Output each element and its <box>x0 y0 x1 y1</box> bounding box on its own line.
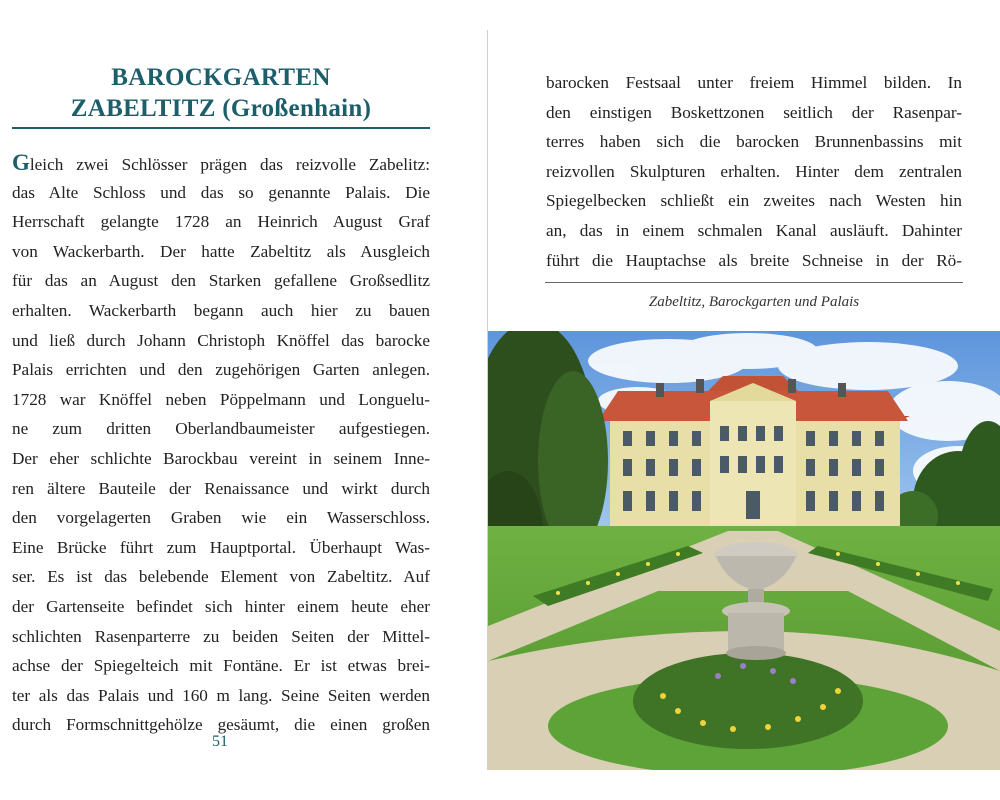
text-line: das Alte Schloss und das so genannte Palais. Die <box>12 182 430 202</box>
text-line: führt die Hauptachse als breite Schneise in der Rö- <box>546 250 962 270</box>
text-line-rest: leich zwei Schlösser prägen das reizvolle Zabelitz: <box>29 155 430 174</box>
text-line: für das an August den Starken gefallene Großsedlitz <box>12 271 430 291</box>
page-number: 51 <box>212 733 228 750</box>
text-line: ren ältere Bauteile der Renaissance und wirkt durch <box>12 478 430 498</box>
text-line <box>12 148 430 178</box>
text-line: achse der Spiegelteich mit Fontäne. Er ist etwas brei- <box>12 656 430 676</box>
drop-cap: G <box>12 150 30 175</box>
text-line: erhalten. Wackerbarth begann auch hier zu bauen <box>12 300 430 320</box>
text-line: den vorgelagerten Graben wie ein Wasserschloss. <box>12 508 430 528</box>
text-line: den einstigen Boskettzonen seitlich der Rasenpar- <box>546 102 962 122</box>
left-page <box>0 0 487 800</box>
heading-line-1: BAROCKGARTEN <box>111 64 331 91</box>
right-page <box>488 0 1000 800</box>
text-line: terres haben sich die barocken Brunnenbassins mit <box>546 132 962 152</box>
palace <box>596 376 910 531</box>
chapter-heading <box>12 62 430 124</box>
text-line: und ließ durch Johann Christoph Knöffel das barocke <box>12 330 430 350</box>
text-line: von Wackerbarth. Der hatte Zabeltitz als Ausgleich <box>12 241 430 261</box>
heading-line-2: ZABELTITZ (Großenhain) <box>70 95 372 122</box>
text-line: Herrschaft gelangte 1728 an Heinrich August Graf <box>12 212 430 232</box>
text-line: 1728 war Knöffel neben Pöppelmann und Longuelu- <box>12 389 430 409</box>
text-line: Spiegelbecken schließt ein zweites nach Westen hin <box>546 191 962 211</box>
text-line: an, das in einem schmalen Kanal ausläuft. Dahinter <box>546 220 962 240</box>
heading-rule <box>12 127 430 129</box>
text-line: Der eher schlichte Barockbau vereint in seinem Inne- <box>12 448 430 468</box>
text-line: barocken Festsaal unter freiem Himmel bilden. In <box>546 73 962 92</box>
caption-rule <box>545 282 963 283</box>
text-line: durch Formschnittgehölze gesäumt, die einen großen <box>12 715 430 735</box>
text-line: Palais errichten und den zugehörigen Garten anlegen. <box>12 360 430 380</box>
text-line: ter als das Palais und 160 m lang. Seine Seiten werden <box>12 685 430 705</box>
right-body-text <box>546 68 962 275</box>
text-line: ne zum dritten Oberlandbaumeister aufgestiegen. <box>12 419 430 439</box>
text-line: schlichten Rasenparterre zu beiden Seiten der Mittel- <box>12 626 430 646</box>
palace-garden-photo <box>488 331 1000 770</box>
text-line: Eine Brücke führt zum Hauptportal. Überhaupt Was- <box>12 537 430 557</box>
left-body-text <box>12 148 430 740</box>
text-line: reizvollen Skulpturen erhalten. Hinter dem zentralen <box>546 161 962 181</box>
text-line: der Gartenseite befindet sich hinter einem heute eher <box>12 596 430 616</box>
text-line: ser. Es ist das belebende Element von Zabeltitz. Auf <box>12 567 430 587</box>
photo-caption: Zabeltitz, Barockgarten und Palais <box>648 294 860 310</box>
